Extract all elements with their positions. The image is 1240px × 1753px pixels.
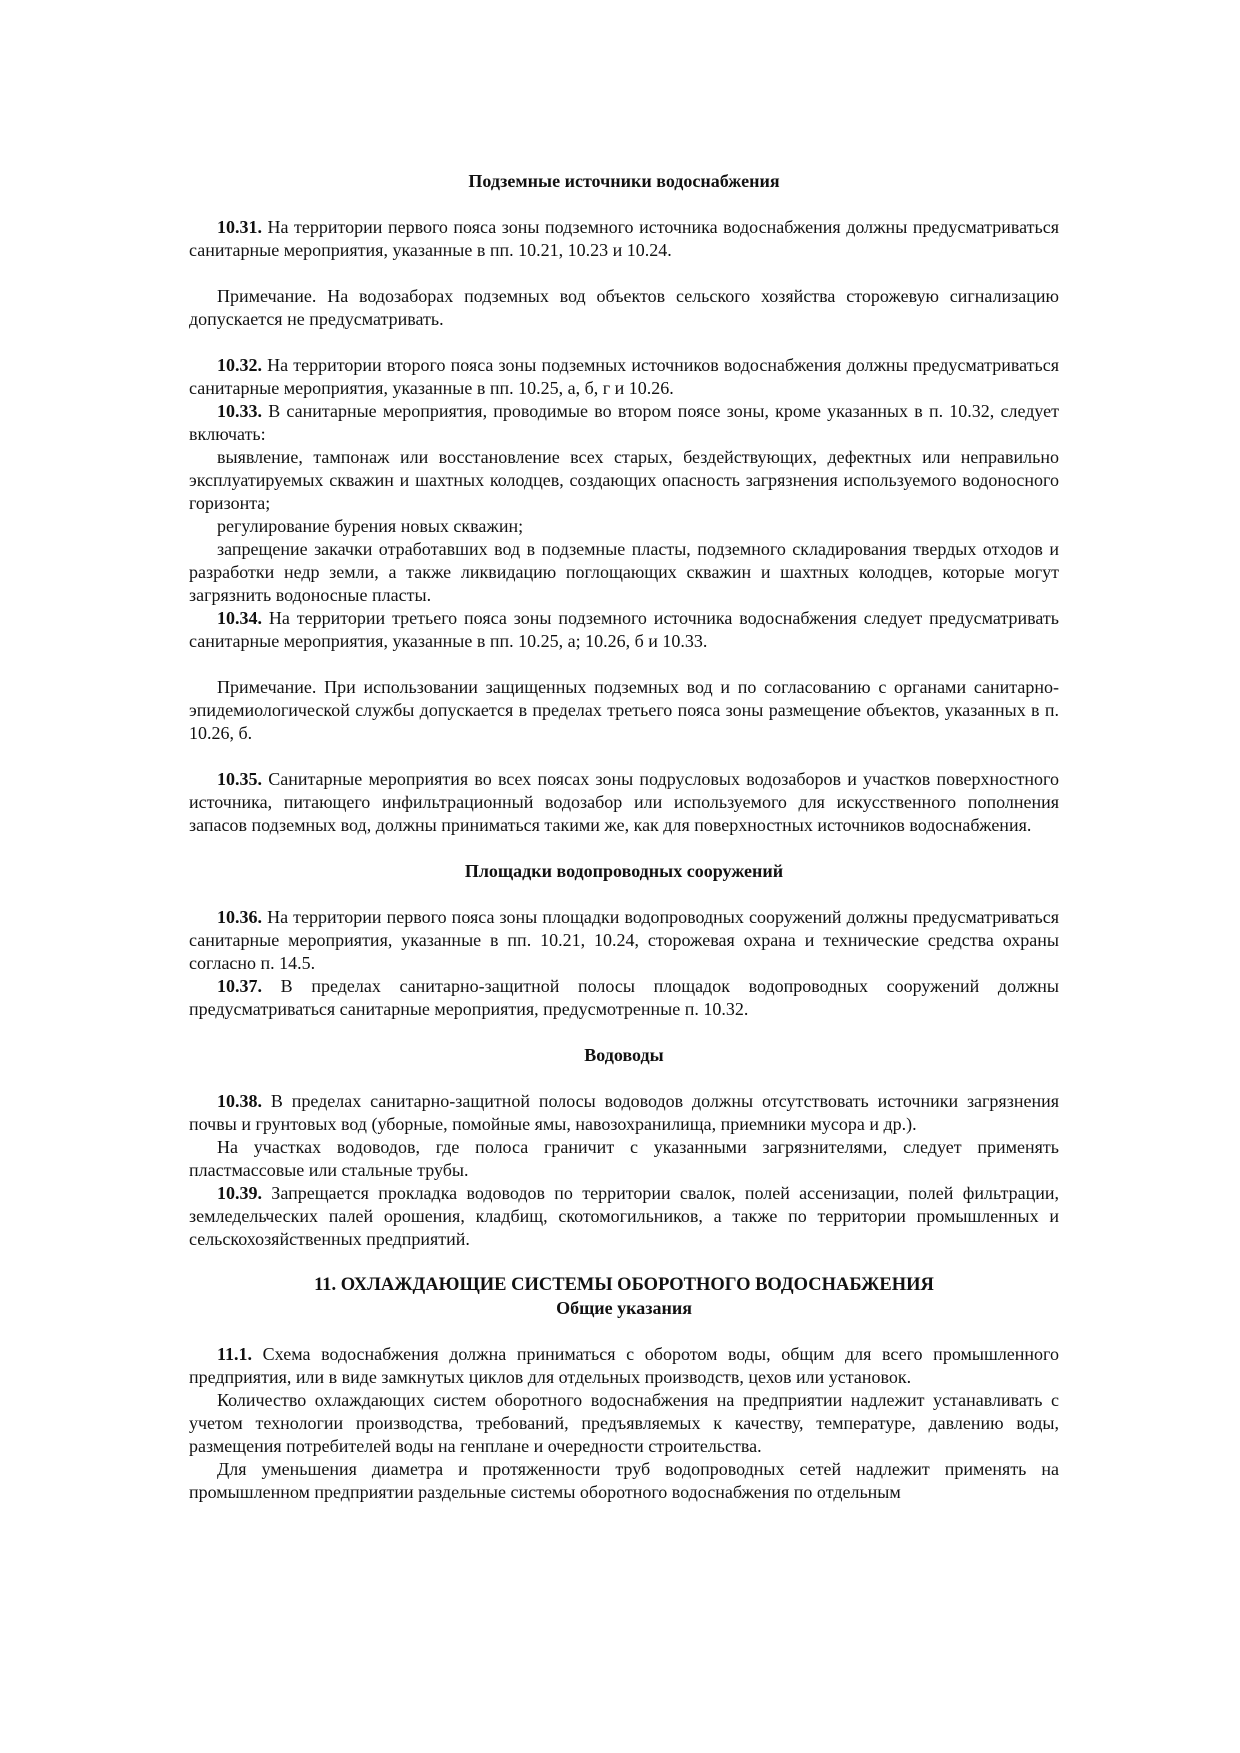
spacer (189, 1021, 1059, 1044)
clause-number: 10.37. (217, 976, 262, 996)
paragraph-10-31 (189, 216, 1059, 262)
paragraph-10-38 (189, 1090, 1059, 1136)
paragraph-10-37 (189, 975, 1059, 1021)
clause-number: 10.35. (217, 769, 262, 789)
spacer (189, 1251, 1059, 1274)
list-item: регулирование бурения новых скважин; (217, 516, 524, 536)
clause-text: На территории первого пояса зоны подземного источника водоснабжения должны предусматриваться санитарные мероприятия, указанные в пп. 10.21, 10.23 и 10.24. (189, 217, 1059, 260)
clause-number: 10.33. (217, 401, 262, 421)
clause-number: 10.32. (217, 355, 262, 375)
clause-number: 10.36. (217, 907, 262, 927)
clause-number: 10.34. (217, 608, 262, 628)
clause-text: В пределах санитарно-защитной полосы площадок водопроводных сооружений должны предусматриваться санитарные мероприятия, предусмотренные п. 10.32. (189, 976, 1059, 1019)
paragraph-continuation: На участках водоводов, где полоса граничит с указанными загрязнителями, следует применять пластмассовые или стальные трубы. (189, 1137, 1059, 1180)
clause-text: Запрещается прокладка водоводов по территории свалок, полей ассенизации, полей фильтрации, земледельческих палей орошения, кладбищ, скотомогильников, а также по территории промышленных и сельскохозяйственных предприятий. (189, 1183, 1059, 1249)
chapter-heading-11: 11. ОХЛАЖДАЮЩИЕ СИСТЕМЫ ОБОРОТНОГО ВОДОСНАБЖЕНИЯ (314, 1275, 934, 1295)
clause-number: 10.39. (217, 1183, 262, 1203)
clause-text: Санитарные мероприятия во всех поясах зоны подрусловых водозаборов и участков поверхностного источника, питающего инфильтрационный водозабор или используемого для искусственного пополнения запасов подземных вод, должны приниматься такими же, как для поверхностных источников водоснабжения. (189, 769, 1059, 835)
paragraph-continuation: Для уменьшения диаметра и протяженности труб водопроводных сетей надлежит применять на промышленном предприятии раздельные системы оборотного водоснабжения по отдельным (189, 1459, 1059, 1502)
paragraph-continuation: Количество охлаждающих систем оборотного водоснабжения на предприятии надлежит устанавливать с учетом технологии производства, требований, предъявляемых к качеству, температуре, давлению воды, размещения потребителей воды на генплане и очередности строительства. (189, 1390, 1059, 1456)
spacer (189, 745, 1059, 768)
spacer (189, 331, 1059, 354)
document-page (189, 170, 1059, 1504)
section-heading-underground-sources: Подземные источники водоснабжения (468, 171, 780, 191)
section-heading-water-conduits: Водоводы (584, 1045, 664, 1065)
paragraph-11-1 (189, 1343, 1059, 1389)
clause-text: В пределах санитарно-защитной полосы водоводов должны отсутствовать источники загрязнения почвы и грунтовых вод (уборные, помойные ямы, навозохранилища, приемники мусора и др.). (189, 1091, 1059, 1134)
spacer (189, 883, 1059, 906)
clause-number: 11.1. (217, 1344, 253, 1364)
clause-text: Схема водоснабжения должна приниматься с оборотом воды, общим для всего промышленного предприятия, или в виде замкнутых циклов для отдельных производств, цехов или установок. (189, 1344, 1059, 1387)
clause-text: На территории третьего пояса зоны подземного источника водоснабжения следует предусматривать санитарные мероприятия, указанные в пп. 10.25, а; 10.26, б и 10.33. (189, 608, 1059, 651)
paragraph-10-34 (189, 607, 1059, 653)
spacer (189, 837, 1059, 860)
paragraph-10-33 (189, 400, 1059, 446)
section-heading-water-sites: Площадки водопроводных сооружений (464, 861, 784, 881)
spacer (189, 193, 1059, 216)
spacer (189, 1067, 1059, 1090)
clause-text: В санитарные мероприятия, проводимые во втором поясе зоны, кроме указанных в п. 10.32, следует включать: (189, 401, 1059, 444)
clause-text: На территории второго пояса зоны подземных источников водоснабжения должны предусматриваться санитарные мероприятия, указанные в пп. 10.25, а, б, г и 10.26. (189, 355, 1059, 398)
list-item: выявление, тампонаж или восстановление всех старых, бездействующих, дефектных или неправильно эксплуатируемых скважин и шахтных колодцев, создающих опасность загрязнения используемого водоносного горизонта; (189, 447, 1059, 513)
list-item: запрещение закачки отработавших вод в подземные пласты, подземного складирования твердых отходов и разработки недр земли, а также ликвидацию поглощающих скважин и шахтных колодцев, которые могут загрязнить водоносные пласты. (189, 539, 1059, 605)
spacer (189, 262, 1059, 285)
paragraph-10-35 (189, 768, 1059, 837)
subsection-heading-general: Общие указания (556, 1298, 692, 1318)
note-paragraph: Примечание. На водозаборах подземных вод объектов сельского хозяйства сторожевую сигнализацию допускается не предусматривать. (189, 286, 1059, 329)
paragraph-10-32 (189, 354, 1059, 400)
paragraph-10-36 (189, 906, 1059, 975)
clause-number: 10.31. (217, 217, 262, 237)
clause-number: 10.38. (217, 1091, 262, 1111)
paragraph-10-39 (189, 1182, 1059, 1251)
note-paragraph: Примечание. При использовании защищенных подземных вод и по согласованию с органами санитарно-эпидемиологической службы допускается в пределах третьего пояса зоны размещение объектов, указанных в п. 10.26, б. (189, 677, 1059, 743)
spacer (189, 1320, 1059, 1343)
spacer (189, 653, 1059, 676)
clause-text: На территории первого пояса зоны площадки водопроводных сооружений должны предусматриваться санитарные мероприятия, указанные в пп. 10.21, 10.24, сторожевая охрана и технические средства охраны согласно п. 14.5. (189, 907, 1059, 973)
